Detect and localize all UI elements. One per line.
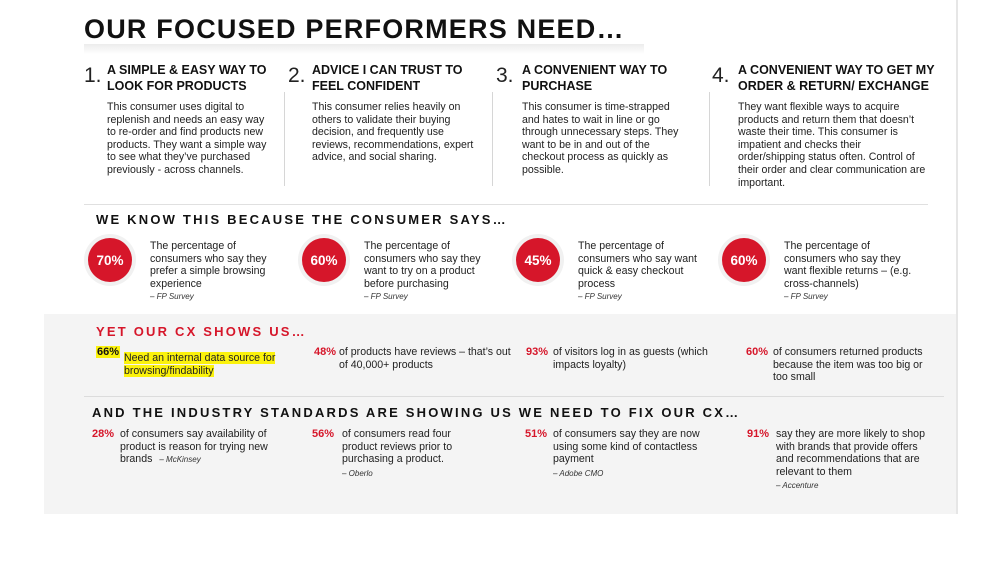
percent-badge: 45% xyxy=(516,238,560,282)
cx-shows-heading: YET OUR CX SHOWS US… xyxy=(96,324,307,339)
stat-source: – FP Survey xyxy=(150,292,194,302)
cx-percent: 60% xyxy=(746,346,769,358)
industry-source: – Oberlo xyxy=(342,468,373,478)
need-body: This consumer is time-strapped and hates to wait in line or go through unnecessary steps. They want to be in and out of the checkout process as quickly as possible. xyxy=(522,101,679,176)
industry-text xyxy=(120,428,298,467)
industry-percent: 56% xyxy=(312,428,335,440)
need-number: 4. xyxy=(712,64,730,87)
industry-text xyxy=(553,428,703,480)
cx-text xyxy=(124,352,294,377)
need-number: 1. xyxy=(84,64,102,87)
need-title: ADVICE I CAN TRUST TO FEEL CONFIDENT xyxy=(312,63,463,93)
cx-text: of products have reviews – that’s out of 40,000+ products xyxy=(339,346,511,371)
section-divider xyxy=(84,396,944,397)
industry-source: – Adobe CMO xyxy=(553,468,604,478)
stat-text xyxy=(578,240,708,304)
cx-text: of consumers returned products because the item was too big or too small xyxy=(773,346,923,384)
percent-badge: 60% xyxy=(722,238,766,282)
stat-source: – FP Survey xyxy=(364,292,408,302)
need-title: A CONVENIENT WAY TO PURCHASE xyxy=(522,63,668,93)
cx-highlighted-text: Need an internal data source for browsing/findability xyxy=(124,352,276,377)
industry-description: of consumers say they are now using some kind of contactless payment xyxy=(553,428,700,466)
industry-description: say they are more likely to shop with brands that provide offers and recommendations that are relevant to them xyxy=(776,428,925,478)
need-title: A CONVENIENT WAY TO GET MY ORDER & RETURN/ EXCHANGE xyxy=(738,63,935,93)
need-body: They want flexible ways to acquire products and return them that doesn’t waste their time. This consumer is impatient and checks their order/shipping status often. Control of their order and clear communication are important. xyxy=(738,101,926,189)
percent-badge: 70% xyxy=(88,238,132,282)
need-body: This consumer uses digital to replenish and needs an easy way to re-order and find products new products. They want a simple way to see what they’ve purchased previously - across channels. xyxy=(107,101,267,176)
industry-description: of consumers say availability of product is reason for trying new brands xyxy=(120,428,268,466)
need-body: This consumer relies heavily on others to validate their buying decision, and frequently use reviews, recommendations, expert advice, and social sharing. xyxy=(312,101,474,164)
section-divider xyxy=(84,204,928,205)
industry-percent: 91% xyxy=(747,428,770,440)
stat-source: – FP Survey xyxy=(784,292,828,302)
slide-edge xyxy=(956,0,958,514)
cx-text: of visitors log in as guests (which impacts loyalty) xyxy=(553,346,708,371)
stat-text xyxy=(364,240,494,304)
stat-description: The percentage of consumers who say want quick & easy checkout process xyxy=(578,240,697,290)
title-underline-shadow xyxy=(84,44,644,54)
stat-text xyxy=(150,240,280,304)
industry-heading: AND THE INDUSTRY STANDARDS ARE SHOWING US WE NEED TO FIX OUR CX… xyxy=(92,405,741,420)
cx-percent: 66% xyxy=(97,346,120,358)
industry-text xyxy=(776,428,926,493)
column-divider xyxy=(492,92,493,186)
stat-description: The percentage of consumers who say they want to try on a product before purchasing xyxy=(364,240,481,290)
industry-source: – McKinsey xyxy=(159,455,201,465)
column-divider xyxy=(284,92,285,186)
industry-text xyxy=(342,428,482,480)
cx-percent: 48% xyxy=(314,346,337,358)
stat-text xyxy=(784,240,914,304)
need-title: A SIMPLE & EASY WAY TO LOOK FOR PRODUCTS xyxy=(107,63,267,93)
stat-description: The percentage of consumers who say they want flexible returns – (e.g. cross-channels) xyxy=(784,240,912,290)
need-number: 2. xyxy=(288,64,306,87)
stat-description: The percentage of consumers who say they prefer a simple browsing experience xyxy=(150,240,267,290)
slide xyxy=(44,0,958,514)
industry-percent: 51% xyxy=(525,428,548,440)
page-title: OUR FOCUSED PERFORMERS NEED… xyxy=(84,14,625,44)
column-divider xyxy=(709,92,710,186)
industry-description: of consumers read four product reviews prior to purchasing a product. xyxy=(342,428,453,466)
percent-badge: 60% xyxy=(302,238,346,282)
stat-source: – FP Survey xyxy=(578,292,622,302)
cx-percent: 93% xyxy=(526,346,549,358)
industry-percent: 28% xyxy=(92,428,115,440)
consumer-says-heading: WE KNOW THIS BECAUSE THE CONSUMER SAYS… xyxy=(96,212,508,227)
industry-source: – Accenture xyxy=(776,481,819,491)
need-number: 3. xyxy=(496,64,514,87)
